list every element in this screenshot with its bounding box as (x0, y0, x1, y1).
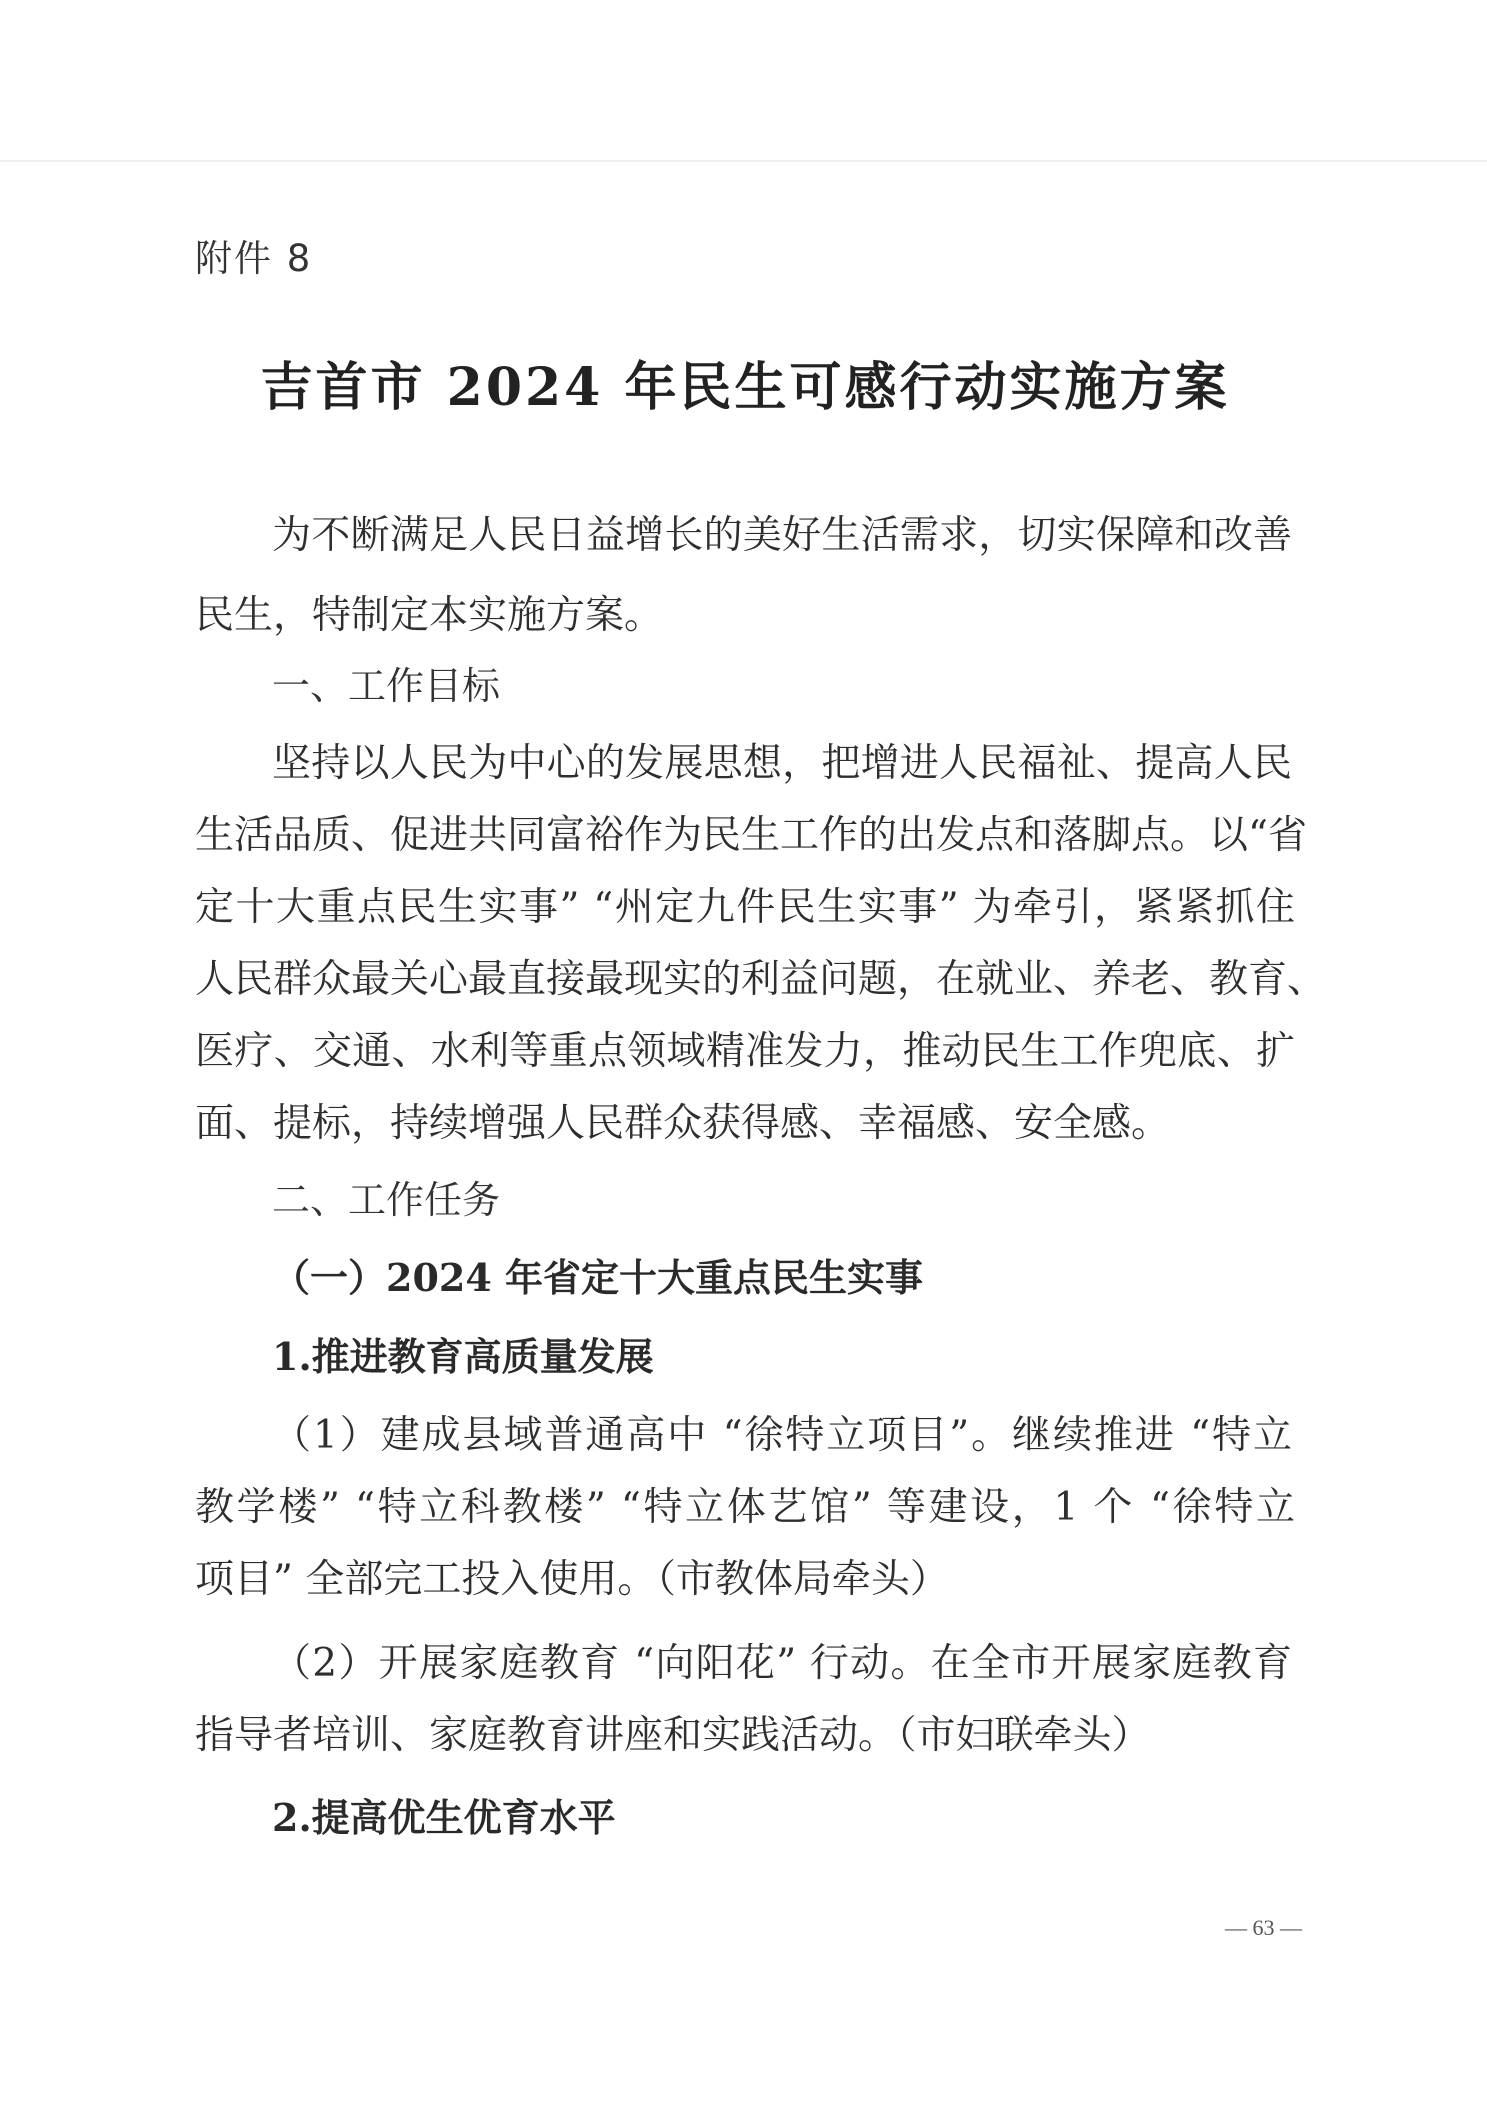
intro-line: 为不断满足人民日益增长的美好生活需求，切实保障和改善 (272, 513, 1292, 558)
page-number: — 63 — (1225, 1915, 1302, 1940)
goals-line: 生活品质、促进共同富裕作为民生工作的出发点和落脚点。以“省 (195, 813, 1307, 858)
goals-line: 人民群众最关心最直接最现实的利益问题，在就业、养老、教育、 (195, 957, 1327, 1002)
goals-line: 面、提标，持续增强人民群众获得感、幸福感、安全感。 (195, 1101, 1171, 1146)
section-heading-tasks: 二、工作任务 (272, 1178, 501, 1222)
attachment-label: 附件 8 (195, 237, 313, 280)
item-line: 教学楼” “特立科教楼” “特立体艺馆” 等建设，1 个 “徐特立 (195, 1485, 1295, 1530)
subsection-heading: （一）2024 年省定十大重点民生实事 (272, 1255, 923, 1300)
item-heading-education: 1.推进教育高质量发展 (272, 1334, 654, 1379)
item-line: 指导者培训、家庭教育讲座和实践活动。（市妇联牵头） (195, 1713, 1151, 1758)
scan-edge-line (0, 160, 1487, 162)
item-line: （2）开展家庭教育 “向阳花” 行动。在全市开展家庭教育 (272, 1641, 1292, 1686)
goals-line: 坚持以人民为中心的发展思想，把增进人民福祉、提高人民 (272, 741, 1292, 786)
goals-line: 医疗、交通、水利等重点领域精准发力，推动民生工作兜底、扩 (195, 1029, 1295, 1074)
item-line: （1）建成县域普通高中 “徐特立项目”。继续推进 “特立 (272, 1413, 1292, 1458)
item-heading-birth: 2.提高优生优育水平 (272, 1795, 616, 1840)
document-title: 吉首市 2024 年民生可感行动实施方案 (260, 357, 1230, 418)
section-heading-goals: 一、工作目标 (272, 664, 501, 708)
goals-line: 定十大重点民生实事” “州定九件民生实事” 为牵引，紧紧抓住 (195, 885, 1295, 930)
item-line: 项目” 全部完工投入使用。（市教体局牵头） (195, 1557, 949, 1602)
intro-line: 民生，特制定本实施方案。 (195, 593, 664, 638)
